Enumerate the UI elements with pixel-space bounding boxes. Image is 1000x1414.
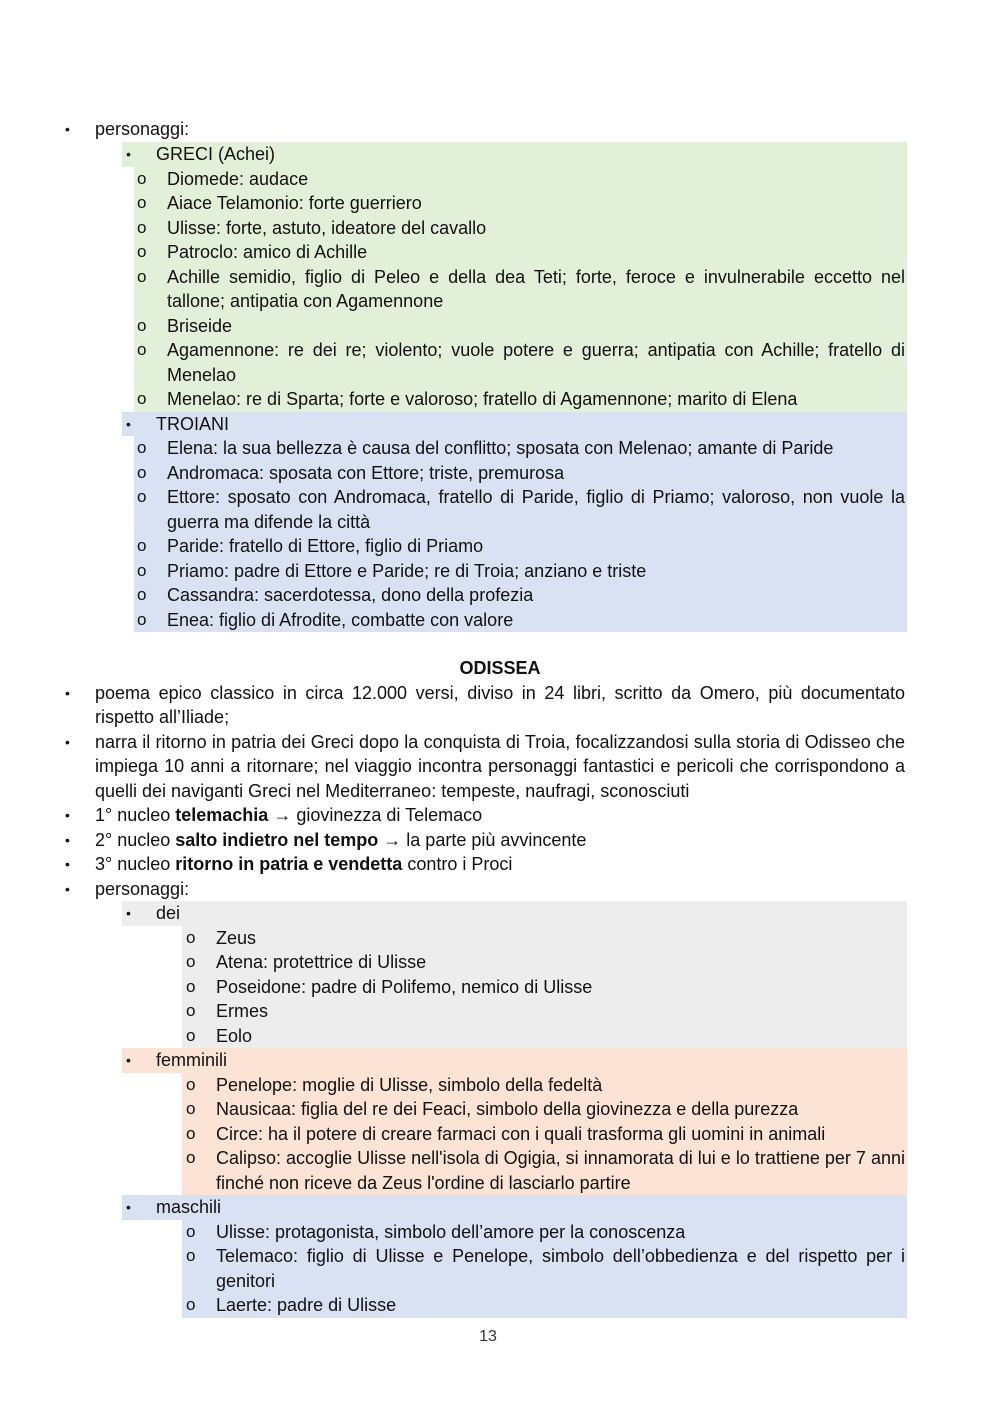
list-item-text: Zeus [216, 927, 257, 948]
sub-bullet-symbol: o [186, 1148, 196, 1167]
bullet-symbol: • [65, 831, 70, 848]
sub-bullet-symbol: o [137, 193, 147, 212]
list-item-text: Ermes [216, 1001, 269, 1021]
list-item-text [95, 828, 586, 853]
list-item-text: Aiace Telamonio: forte guerriero [167, 193, 422, 213]
bullet-symbol: • [65, 121, 70, 137]
sub-bullet-symbol: o [137, 536, 147, 555]
list-item-text: Laerte: padre di Ulisse [216, 1295, 397, 1315]
nucleus-prefix: 2° nucleo [95, 829, 176, 850]
list-item [134, 191, 907, 216]
list-item [60, 117, 910, 142]
list-item [134, 436, 907, 461]
list-item-text: Cassandra: sacerdotessa, dono della profezia [167, 585, 534, 605]
list-item [60, 877, 907, 902]
list-item [134, 461, 907, 486]
list-item [60, 852, 907, 877]
list-item [134, 167, 907, 192]
list-item [182, 950, 907, 975]
group-heading-label: femminili [156, 1050, 228, 1070]
list-item-text: Ulisse: protagonista, simbolo dell’amore per la conoscenza [216, 1221, 686, 1242]
list-item [60, 828, 907, 853]
list-item [182, 975, 907, 1000]
list-item [182, 1073, 907, 1098]
list-item-text: narra il ritorno in patria dei Greci dopo la conquista di Troia, focalizzandosi sulla storia di Odisseo che impiega 10 anni a ritornare; nel viaggio incontra personaggi fantastici e pericoli che corrispondono a quelli dei naviganti Greci nel Mediterraneo: tempeste, naufragi, sconosciuti [95, 731, 905, 801]
list-item [134, 485, 907, 534]
group-heading-label: TROIANI [156, 413, 230, 434]
group-heading-label: maschili [156, 1197, 222, 1217]
nucleus-suffix: → la parte più avvincente [378, 829, 587, 850]
list-item-text: Enea: figlio di Afrodite, combatte con valore [167, 609, 514, 630]
sub-bullet-symbol: o [137, 462, 147, 482]
list-item-text: Telemaco: figlio di Ulisse e Penelope, simbolo dell’obbedienza e del rispetto per i genitori [216, 1246, 905, 1291]
bullet-symbol: • [126, 905, 131, 921]
sub-bullet-symbol: o [137, 266, 147, 286]
nucleus-suffix: contro i Proci [402, 854, 513, 874]
sub-bullet-symbol: o [186, 1123, 196, 1143]
group-heading-troiani [122, 412, 907, 437]
sub-bullet-symbol: o [137, 315, 147, 335]
list-item [134, 240, 907, 265]
section-title: ODISSEA [459, 658, 541, 678]
bullet-symbol: • [65, 733, 70, 750]
list-item-text: Achille semidio, figlio di Peleo e della dea Teti; forte, feroce e invulnerabile eccetto nel tallone; antipatia con Agamennone [167, 266, 905, 311]
sub-bullet-symbol: o [186, 1295, 196, 1314]
sub-bullet-symbol: o [186, 1074, 196, 1094]
list-item [182, 1293, 907, 1318]
list-item-text [95, 803, 482, 828]
sub-bullet-symbol: o [186, 927, 196, 947]
sub-bullet-symbol: o [186, 1099, 196, 1118]
bullet-symbol: • [126, 415, 131, 432]
list-item-text: Andromaca: sposata con Ettore; triste, premurosa [167, 462, 565, 483]
sub-bullet-symbol: o [137, 340, 147, 359]
bullet-symbol: • [126, 146, 131, 162]
list-item [134, 583, 907, 608]
group-heading-greci [122, 142, 907, 167]
list-item-text: Calipso: accoglie Ulisse nell'isola di Ogigia, si innamorata di lui e lo trattiene per 7 anni finché non riceve da Zeus l'ordine di lasciarlo partire [216, 1148, 905, 1193]
list-item [60, 803, 907, 828]
group-heading-maschili [122, 1195, 907, 1220]
list-item-text: poema epico classico in circa 12.000 versi, diviso in 24 libri, scritto da Omero, più documentato rispetto all’Iliade; [95, 682, 905, 727]
list-item [134, 265, 907, 314]
nucleus-prefix: 1° nucleo [95, 805, 176, 825]
list-item-text: Menelao: re di Sparta; forte e valoroso; fratello di Agamennone; marito di Elena [167, 389, 798, 409]
sub-bullet-symbol: o [186, 952, 196, 971]
group-heading-label: GRECI (Achei) [156, 144, 276, 164]
list-item-text: Poseidone: padre di Polifemo, nemico di Ulisse [216, 976, 593, 997]
list-item [182, 1122, 907, 1147]
list-item-text: Briseide [167, 315, 233, 336]
list-item [134, 608, 907, 633]
sub-bullet-symbol: o [137, 438, 147, 457]
sub-bullet-symbol: o [186, 1221, 196, 1241]
list-item-text: Circe: ha il potere di creare farmaci con i quali trasforma gli uomini in animali [216, 1123, 826, 1144]
nucleus-bold: ritorno in patria e vendetta [175, 854, 403, 874]
list-item-text [95, 852, 512, 877]
bullet-symbol: • [65, 880, 70, 897]
sub-bullet-symbol: o [137, 560, 147, 580]
sub-bullet-symbol: o [186, 976, 196, 996]
list-item-text: Ettore: sposato con Andromaca, fratello di Paride, figlio di Priamo; valoroso, non vuole la guerra ma difende la città [167, 487, 905, 532]
bullet-symbol: • [65, 856, 70, 872]
list-item [134, 534, 907, 559]
bullet-symbol: • [126, 1199, 131, 1215]
list-item [182, 999, 907, 1024]
sub-bullet-symbol: o [186, 1001, 196, 1020]
group-heading-label: dei [156, 903, 181, 923]
bullet-symbol: • [65, 684, 70, 701]
list-item [182, 1097, 907, 1122]
sub-bullet-symbol: o [137, 168, 147, 188]
sub-bullet-symbol: o [137, 487, 147, 506]
page-number: 13 [479, 1328, 497, 1345]
list-item [134, 314, 907, 339]
list-item [182, 1244, 907, 1293]
list-item-text: Ulisse: forte, astuto, ideatore del cavallo [167, 217, 487, 238]
list-item-text: Priamo: padre di Ettore e Paride; re di Troia; anziano e triste [167, 560, 647, 581]
list-item [134, 338, 907, 387]
sub-bullet-symbol: o [137, 389, 147, 408]
list-item-text: Nausicaa: figlia del re dei Feaci, simbolo della giovinezza e della purezza [216, 1099, 799, 1119]
characters-intro: personaggi: [95, 119, 190, 139]
list-item [182, 1024, 907, 1049]
nucleus-bold: telemachia [175, 805, 269, 825]
list-item-text: Penelope: moglie di Ulisse, simbolo della fedeltà [216, 1074, 603, 1095]
list-item [182, 926, 907, 951]
list-item [60, 730, 907, 804]
list-item-text: Atena: protettrice di Ulisse [216, 952, 427, 972]
list-item-text: Diomede: audace [167, 168, 309, 189]
nucleus-suffix: → giovinezza di Telemaco [268, 805, 483, 825]
list-item [134, 387, 907, 412]
list-item [60, 681, 907, 730]
bullet-symbol: • [65, 807, 70, 823]
nucleus-bold: salto indietro nel tempo [175, 829, 379, 850]
sub-bullet-symbol: o [186, 1025, 196, 1045]
list-item-text: Elena: la sua bellezza è causa del conflitto; sposata con Melenao; amante di Paride [167, 438, 834, 458]
sub-bullet-symbol: o [137, 609, 147, 629]
nucleus-prefix: 3° nucleo [95, 854, 176, 874]
sub-bullet-symbol: o [137, 242, 147, 261]
sub-bullet-symbol: o [186, 1246, 196, 1265]
list-item [182, 1146, 907, 1195]
list-item-text: Patroclo: amico di Achille [167, 242, 368, 262]
list-item-text: Paride: fratello di Ettore, figlio di Priamo [167, 536, 484, 556]
group-heading-dei [122, 901, 907, 926]
characters-intro: personaggi: [95, 878, 190, 899]
sub-bullet-symbol: o [137, 585, 147, 604]
group-heading-femminili [122, 1048, 907, 1073]
list-item [182, 1220, 907, 1245]
list-item-text: Eolo [216, 1025, 253, 1046]
bullet-symbol: • [126, 1052, 131, 1068]
list-item [134, 559, 907, 584]
list-item [134, 216, 907, 241]
sub-bullet-symbol: o [137, 217, 147, 237]
list-item-text: Agamennone: re dei re; violento; vuole potere e guerra; antipatia con Achille; fratello di Menelao [167, 340, 905, 385]
